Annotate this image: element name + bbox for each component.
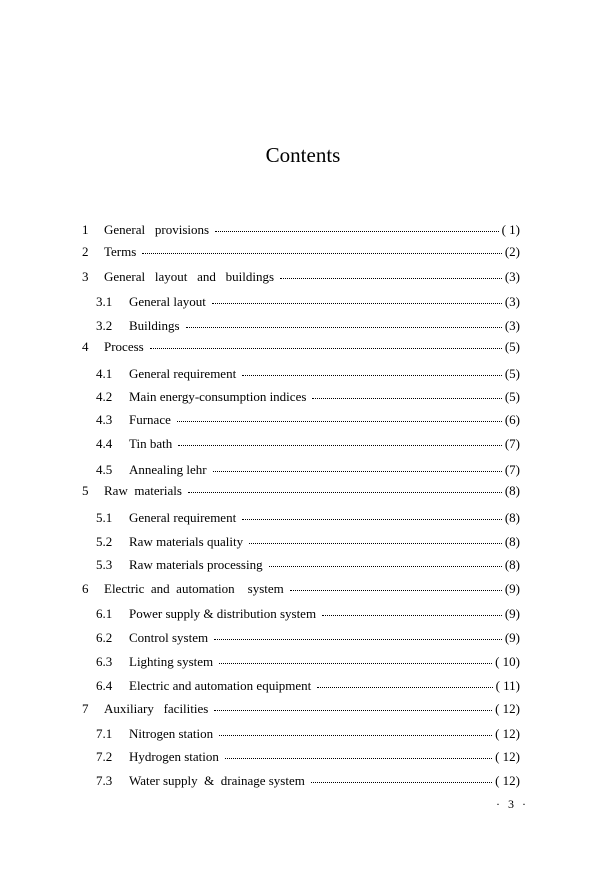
dot-leader xyxy=(225,746,492,759)
toc-title: General layout xyxy=(129,294,206,309)
toc-subentry xyxy=(96,317,520,335)
dot-leader xyxy=(312,386,501,399)
toc-page-number: (2) xyxy=(504,244,520,259)
toc-page-number: (8) xyxy=(504,483,520,498)
dot-leader xyxy=(311,770,492,783)
toc-page-number: (5) xyxy=(504,339,520,354)
folio-dot-right: · xyxy=(522,797,526,811)
toc-number: 4.2 xyxy=(96,389,113,404)
toc-page-number: ( 12) xyxy=(495,773,520,788)
toc-number: 7.3 xyxy=(96,773,113,788)
toc-subentry xyxy=(96,725,520,743)
toc-number: 6.4 xyxy=(96,678,113,693)
toc-number: 6.3 xyxy=(96,654,113,669)
toc-number: 3.2 xyxy=(96,318,113,333)
toc-number: 5 xyxy=(82,483,89,498)
toc-title: Electric and automation system xyxy=(104,581,284,596)
toc-entry xyxy=(82,580,520,598)
dot-leader xyxy=(142,241,502,254)
dot-leader xyxy=(215,219,499,232)
toc-number: 7 xyxy=(82,701,89,716)
toc-subentry xyxy=(96,509,520,527)
toc-subentry xyxy=(96,533,520,551)
toc-number: 5.1 xyxy=(96,510,113,525)
toc-subentry xyxy=(96,556,520,574)
toc-title: Annealing lehr xyxy=(129,462,207,477)
toc-entry xyxy=(82,221,520,239)
toc-page-number: (3) xyxy=(504,269,520,284)
toc-title: Process xyxy=(104,339,144,354)
toc-number: 6 xyxy=(82,581,89,596)
toc-subentry xyxy=(96,461,520,479)
toc-title: Lighting system xyxy=(129,654,214,669)
toc-entry xyxy=(82,700,520,718)
toc-subentry xyxy=(96,293,520,311)
dot-leader xyxy=(280,266,502,279)
dot-leader xyxy=(186,315,502,328)
dot-leader xyxy=(269,554,502,567)
dot-leader xyxy=(242,507,502,520)
toc-page-number: ( 10) xyxy=(495,654,520,669)
toc-number: 4.5 xyxy=(96,462,113,477)
toc-entry xyxy=(82,243,520,261)
toc-page-number: (5) xyxy=(504,389,520,404)
toc-subentry xyxy=(96,605,520,623)
toc-page-number: (9) xyxy=(504,606,520,621)
dot-leader xyxy=(219,723,492,736)
toc-page-number: (7) xyxy=(504,436,520,451)
dot-leader xyxy=(214,627,502,640)
toc-title: Raw materials xyxy=(104,483,182,498)
toc-entry xyxy=(82,338,520,356)
toc-title: Auxiliary facilities xyxy=(104,701,209,716)
toc-number: 5.3 xyxy=(96,557,113,572)
dot-leader xyxy=(150,336,502,349)
folio-dot-left: · xyxy=(496,797,500,811)
dot-leader xyxy=(177,409,502,422)
toc-page-number: (7) xyxy=(504,462,520,477)
toc-entry xyxy=(82,268,520,286)
dot-leader xyxy=(242,363,502,376)
toc-title: Tin bath xyxy=(129,436,173,451)
toc-number: 4 xyxy=(82,339,89,354)
toc-title: Main energy-consumption indices xyxy=(129,389,307,404)
toc-page-number: (8) xyxy=(504,510,520,525)
toc-page-number: ( 1) xyxy=(501,222,520,237)
toc-title: General provisions xyxy=(104,222,210,237)
toc-entry xyxy=(82,482,520,500)
toc-page-number: ( 12) xyxy=(495,701,520,716)
toc-number: 1 xyxy=(82,222,89,237)
toc-number: 4.4 xyxy=(96,436,113,451)
toc-page-number: (3) xyxy=(504,294,520,309)
toc-title: Raw materials quality xyxy=(129,534,244,549)
toc-title: Buildings xyxy=(129,318,180,333)
toc-title: Furnace xyxy=(129,412,171,427)
folio-number: 3 xyxy=(508,797,514,811)
toc-title: General requirement xyxy=(129,366,237,381)
toc-page-number: (5) xyxy=(504,366,520,381)
toc-subentry xyxy=(96,629,520,647)
dot-leader xyxy=(249,531,502,544)
dot-leader xyxy=(213,459,502,472)
toc-subentry xyxy=(96,365,520,383)
toc-title: Power supply & distribution system xyxy=(129,606,317,621)
toc-page-number: (8) xyxy=(504,557,520,572)
toc-subentry xyxy=(96,388,520,406)
toc-page-number: (6) xyxy=(504,412,520,427)
toc-title: Terms xyxy=(104,244,137,259)
toc-number: 5.2 xyxy=(96,534,113,549)
dot-leader xyxy=(219,651,492,664)
toc-title: Water supply & drainage system xyxy=(129,773,305,788)
toc-title: Raw materials processing xyxy=(129,557,263,572)
toc-number: 4.1 xyxy=(96,366,113,381)
toc-subentry xyxy=(96,435,520,453)
toc-page-number: (3) xyxy=(504,318,520,333)
page-number xyxy=(478,796,526,812)
toc-title: Control system xyxy=(129,630,209,645)
toc-title: General requirement xyxy=(129,510,237,525)
dot-leader xyxy=(212,291,502,304)
toc-title: Hydrogen station xyxy=(129,749,219,764)
page-title: Contents xyxy=(265,143,341,167)
dot-leader xyxy=(178,433,502,446)
toc-subentry xyxy=(96,772,520,790)
toc-number: 7.1 xyxy=(96,726,113,741)
dot-leader xyxy=(214,698,492,711)
dot-leader xyxy=(317,675,492,688)
toc-subentry xyxy=(96,748,520,766)
toc-number: 7.2 xyxy=(96,749,113,764)
toc-page-number: (8) xyxy=(504,534,520,549)
toc-page-number: ( 12) xyxy=(495,749,520,764)
toc-page-number: (9) xyxy=(504,630,520,645)
toc-subentry xyxy=(96,653,520,671)
dot-leader xyxy=(322,603,502,616)
toc-title: Nitrogen station xyxy=(129,726,214,741)
toc-number: 2 xyxy=(82,244,89,259)
toc-number: 4.3 xyxy=(96,412,113,427)
toc-subentry xyxy=(96,411,520,429)
toc-number: 6.2 xyxy=(96,630,113,645)
dot-leader xyxy=(188,480,502,493)
toc-number: 3 xyxy=(82,269,89,284)
toc-page-number: ( 11) xyxy=(495,678,520,693)
toc-title: Electric and automation equipment xyxy=(129,678,312,693)
toc-page-number: (9) xyxy=(504,581,520,596)
toc-number: 3.1 xyxy=(96,294,113,309)
toc-number: 6.1 xyxy=(96,606,113,621)
toc-subentry xyxy=(96,677,520,695)
toc-page-number: ( 12) xyxy=(495,726,520,741)
toc-title: General layout and buildings xyxy=(104,269,275,284)
dot-leader xyxy=(290,578,502,591)
